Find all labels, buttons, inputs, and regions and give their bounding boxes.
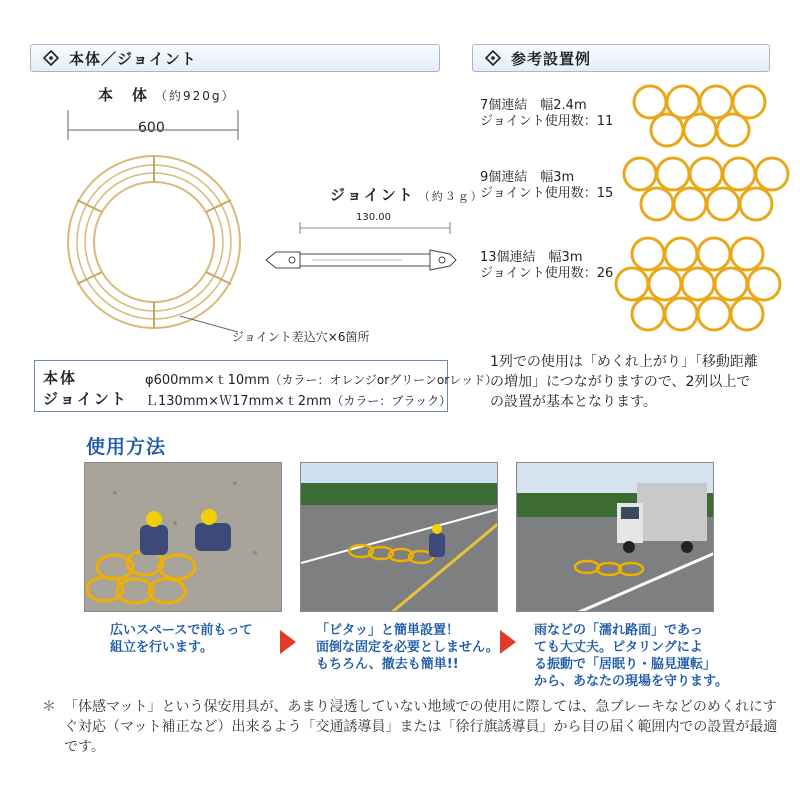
layout-13-rings <box>612 236 792 336</box>
section-title: 参考設置例 <box>511 49 592 68</box>
body-drawing-title: 本 体 （約920g） <box>98 86 236 104</box>
layout-9-line2: ジョイント使用数：15 <box>480 186 614 201</box>
layout-9-rings <box>620 156 790 226</box>
layout-13-line1: 13個連結 幅3m <box>480 250 583 265</box>
footnote-text: 「体感マット」という保安用具が、あまり浸透していない地域での使用に際しては、急ブレーキなどのめくれにすぐ対応（マット補正など）出来るよう「交通誘導員」または「徐行旗誘導員」から目の届く範囲内での設置が最適です。 <box>64 699 778 755</box>
joint-hole-note: ジョイント差込穴×6箇所 <box>232 330 370 344</box>
diamond-arrows-icon <box>43 50 59 66</box>
spec-box <box>34 360 498 412</box>
photo-truck-passing <box>516 462 714 612</box>
section-title: 本体／ジョイント <box>69 49 197 68</box>
spec-body-value: φ600mm×ｔ10mm（カラー：オレンジorグリーンorレッド） <box>145 373 498 388</box>
layout-7-line2: ジョイント使用数：11 <box>480 114 614 129</box>
arrow-right-icon <box>280 630 296 654</box>
photo-assembly <box>84 462 282 612</box>
section-header-body-joint <box>30 44 440 72</box>
step-2-text: 「ピタッ」と簡単設置！ 面倒な固定を必要としません。 もちろん、撤去も簡単!! <box>316 623 499 672</box>
joint-drawing-title: ジョイント （約３ｇ） <box>330 186 484 204</box>
step-1-text: 広いスペースで前もって 組立を行います。 <box>110 623 253 655</box>
joint-part-drawing <box>262 220 462 280</box>
footnote-mark: ＊ <box>42 699 56 715</box>
layout-13-line2: ジョイント使用数：26 <box>480 266 614 281</box>
usage-title: 使用方法 <box>86 436 167 458</box>
joint-length-label: 130.00 <box>356 212 391 223</box>
layout-7-rings <box>630 82 780 152</box>
section-header-examples <box>472 44 770 72</box>
diamond-arrows-icon <box>485 50 501 66</box>
spec-body-label: 本体 <box>43 369 78 387</box>
two-row-note: 1列での使用は「めくれ上がり」「移動距離の増加」につながりますので、2列以上での設置が基本となります。 <box>490 354 758 410</box>
spec-joint-label: ジョイント <box>43 390 128 408</box>
photo-road-install <box>300 462 498 612</box>
body-width-label: 600 <box>138 120 165 136</box>
step-3-text: 雨などの「濡れ路面」であっ ても大丈夫。ピタリングによ る振動で「居眠り・脇見運転」 から、あなたの現場を守ります。 <box>534 623 728 689</box>
arrow-right-icon <box>500 630 516 654</box>
spec-joint-value: Ｌ130mm×Ｗ17mm×ｔ2mm（カラー：ブラック） <box>145 394 452 409</box>
layout-9-line1: 9個連結 幅3m <box>480 170 575 185</box>
layout-7-line1: 7個連結 幅2.4m <box>480 98 587 113</box>
